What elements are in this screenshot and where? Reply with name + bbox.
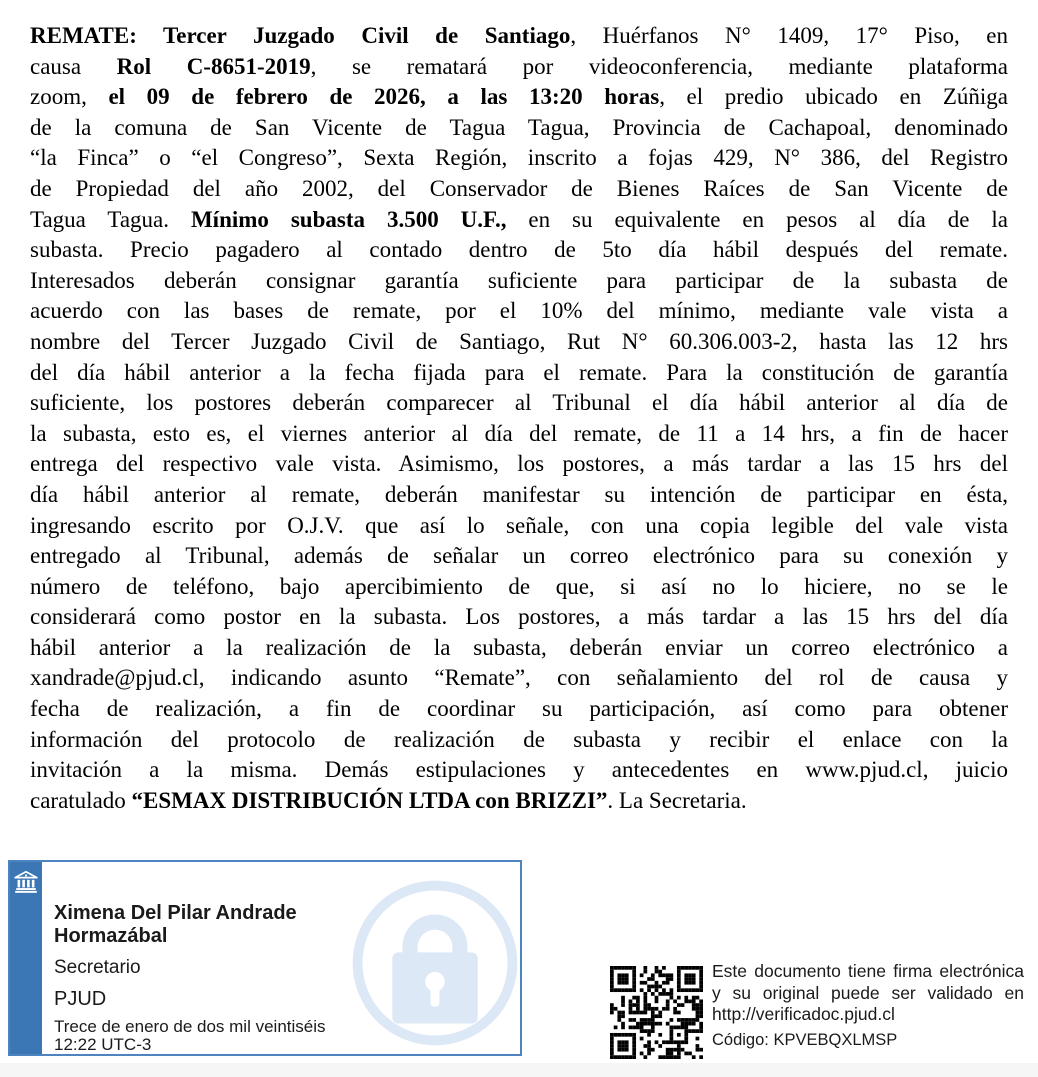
- notice-line: causa Rol C-8651-2019, se rematará por videoconferencia, mediante plataforma: [30, 53, 1009, 79]
- notice-line: la subasta, esto es, el viernes anterior al día del remate, de 11 a 14 hrs, a fin de hacer: [30, 420, 1008, 446]
- signature-details: [54, 902, 354, 1053]
- validation-line: http://verificadoc.pjud.cl: [712, 1004, 895, 1024]
- auction-notice-text: [30, 21, 1008, 816]
- notice-line: entrega del respectivo vale vista. Asimismo, los postores, a más tardar a las 15 hrs del: [30, 451, 1008, 477]
- validation-text: [712, 961, 1024, 1026]
- validation-line: y su original puede ser validado en: [712, 982, 1024, 1003]
- notice-line: xandrade@pjud.cl, indicando asunto “Remate”, con señalamiento del rol de causa y: [30, 665, 1008, 691]
- signature-date: Trece de enero de dos mil veintiséis: [54, 1017, 326, 1036]
- page-bottom-strip: [0, 1063, 1038, 1077]
- notice-line: Tagua Tagua. Mínimo subasta 3.500 U.F., en su equivalente en pesos al día de la: [30, 206, 1008, 232]
- notice-line: de Propiedad del año 2002, del Conservador de Bienes Raíces de San Vicente de: [30, 175, 1008, 201]
- signer-name: Ximena Del Pilar Andrade Hormazábal: [54, 902, 297, 947]
- notice-line: subasta. Precio pagadero al contado dentro de 5to día hábil después del remate.: [30, 237, 1008, 263]
- notice-line: suficiente, los postores deberán comparecer al Tribunal el día hábil anterior al día de: [30, 390, 1008, 416]
- validation-line: Este documento tiene firma electrónica: [712, 961, 1024, 981]
- signature-accent-bar: [10, 862, 42, 1054]
- qr-code: [610, 966, 703, 1059]
- validation-code: Código: KPVEBQXLMSP: [712, 1031, 898, 1049]
- notice-line: ingresando escrito por O.J.V. que así lo señale, con una copia legible del vale vista: [30, 512, 1008, 538]
- notice-line: de la comuna de San Vicente de Tagua Tagua, Provincia de Cachapoal, denominado: [30, 114, 1008, 140]
- notice-line: del día hábil anterior a la fecha fijada para el remate. Para la constitución de garantía: [30, 359, 1008, 385]
- notice-line: fecha de realización, a fin de coordinar su participación, así como para obtener: [30, 696, 1008, 722]
- notice-line: invitación a la misma. Demás estipulaciones y antecedentes en www.pjud.cl, juicio: [30, 757, 1008, 783]
- notice-line: nombre del Tercer Juzgado Civil de Santiago, Rut N° 60.306.003-2, hasta las 12 hrs: [30, 328, 1008, 354]
- signature-box: [8, 860, 522, 1056]
- signer-role: Secretario: [54, 957, 141, 978]
- notice-line: acuerdo con las bases de remate, por el 10% del mínimo, mediante vale vista a: [30, 298, 1008, 324]
- notice-line: “la Finca” o “el Congreso”, Sexta Región, inscrito a fojas 429, N° 386, del Registro: [30, 145, 1008, 171]
- bank-icon: [13, 869, 39, 895]
- notice-line: día hábil anterior al remate, deberán manifestar su intención de participar en ésta,: [30, 481, 1008, 507]
- lock-icon: [346, 874, 522, 1052]
- signer-org: PJUD: [54, 988, 107, 1010]
- notice-line: REMATE: Tercer Juzgado Civil de Santiago, Huérfanos N° 1409, 17° Piso, en: [30, 23, 1008, 48]
- notice-line: considerará como postor en la subasta. Los postores, a más tardar a las 15 hrs del día: [30, 604, 1008, 630]
- notice-line: hábil anterior a la realización de la subasta, deberán enviar un correo electrónico a: [30, 634, 1008, 660]
- notice-line: entregado al Tribunal, además de señalar un correo electrónico para su conexión y: [30, 543, 1008, 569]
- notice-line: número de teléfono, bajo apercibimiento de que, si así no lo hiciere, no se le: [30, 573, 1008, 599]
- notice-line: información del protocolo de realización de subasta y recibir el enlace con la: [30, 726, 1008, 752]
- notice-line: caratulado “ESMAX DISTRIBUCIÓN LTDA con BRIZZI”. La Secretaria.: [30, 787, 747, 813]
- notice-line: Interesados deberán consignar garantía suficiente para participar de la subasta de: [30, 267, 1008, 293]
- notice-line: zoom, el 09 de febrero de 2026, a las 13:20 horas, el predio ubicado en Zúñiga: [30, 84, 1008, 110]
- signature-time: 12:22 UTC-3: [54, 1034, 152, 1054]
